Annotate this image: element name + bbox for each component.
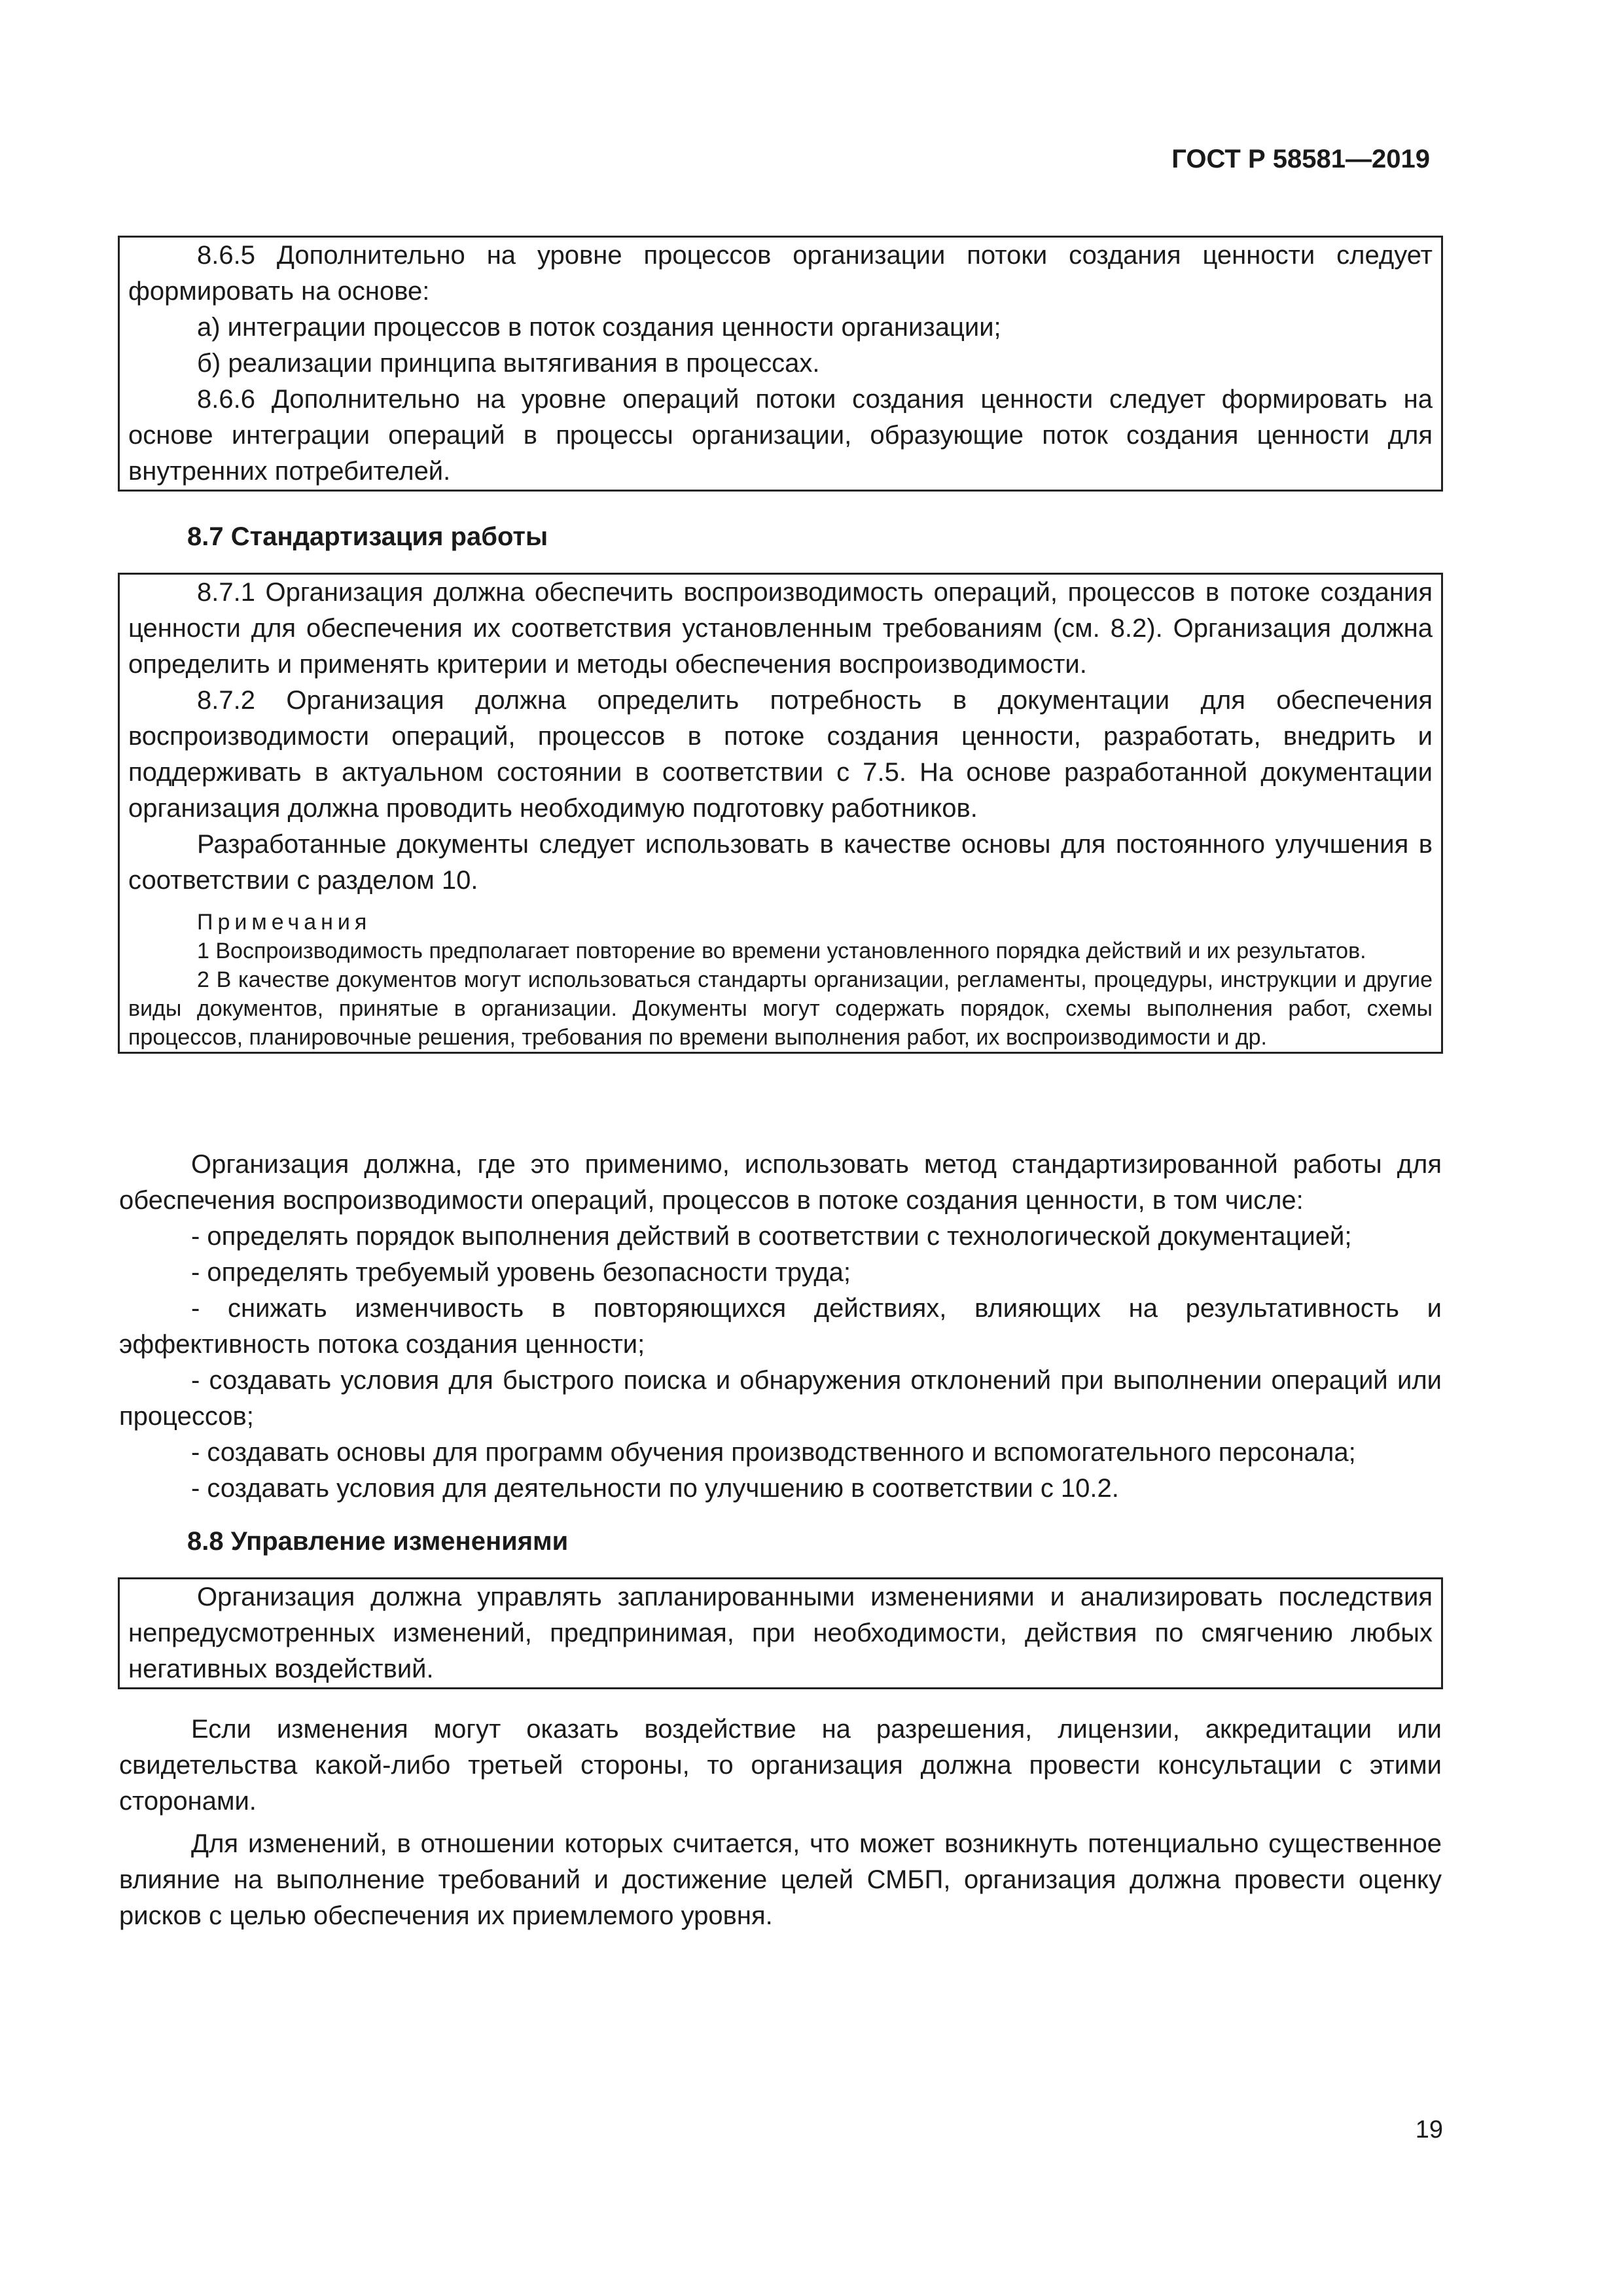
framed-text-box-88 — [118, 1577, 1443, 1689]
section-87-body — [118, 1147, 1443, 1507]
note-2: 2 В качестве документов могут использоваться стандарты организации, регламенты, процедуры, инструкции и другие виды документов, принятые в организации. Документы могут содержать порядок, схемы выполнения работ, схемы процессов, планировочные решения, требования по времени выполнения работ, их воспроизводимости и др. — [128, 967, 1433, 1050]
list-item-dash: - создавать условия для деятельности по улучшению в соответствии с 10.2. — [191, 1474, 1119, 1503]
paragraph-standardized-work: Организация должна, где это применимо, использовать метод стандартизированной работы для обеспечения воспроизводимости операций, процессов в потоке создания ценности, в том числе: — [119, 1150, 1442, 1215]
list-item-dash: - определять порядок выполнения действий в соответствии с технологической документацией; — [191, 1222, 1352, 1251]
paragraph-risk-assessment: Для изменений, в отношении которых считается, что может возникнуть потенциально существенное влияние на выполнение требований и достижение целей СМБП, организация должна провести оценку рисков с целью обеспечения их приемлемого уровня. — [119, 1829, 1442, 1930]
framed-text-box-865-866 — [118, 236, 1443, 492]
list-item-dash: - создавать условия для быстрого поиска и обнаружения отклонений при выполнении операций или процессов; — [119, 1366, 1442, 1431]
paragraph-third-party-changes: Если изменения могут оказать воздействие на разрешения, лицензии, аккредитации или свидетельства какой-либо третьей стороны, то организация должна провести консультации с этими сторонами. — [119, 1715, 1442, 1816]
paragraph-871: 8.7.1 Организация должна обеспечить воспроизводимость операций, процессов в потоке создания ценности для обеспечения их соответствия установленным требованиям (см. 8.2). Организация должна определить и применять критерии и методы обеспечения воспроизводимости. — [128, 578, 1433, 679]
list-item-a: а) интеграции процессов в поток создания ценности организации; — [197, 313, 1001, 342]
list-item-dash: - снижать изменчивость в повторяющихся действиях, влияющих на результативность и эффективность потока создания ценности; — [119, 1294, 1442, 1359]
paragraph-865: 8.6.5 Дополнительно на уровне процессов организации потоки создания ценности следует формировать на основе: — [128, 241, 1433, 306]
section-heading-8-7: 8.7 Стандартизация работы — [187, 522, 548, 551]
paragraph-change-management: Организация должна управлять запланированными изменениями и анализировать последствия непредусмотренных изменений, предпринимая, при необходимости, действия по смягчению любых негативных воздействий. — [128, 1583, 1433, 1683]
list-item-dash: - создавать основы для программ обучения производственного и вспомогательного персонала; — [191, 1438, 1356, 1467]
notes-title: Примечания — [197, 910, 372, 935]
paragraph-documents-improvement: Разработанные документы следует использовать в качестве основы для постоянного улучшения в соответствии с разделом 10. — [128, 830, 1433, 895]
framed-text-box-87 — [118, 573, 1443, 1054]
paragraph-866: 8.6.6 Дополнительно на уровне операций потоки создания ценности следует формировать на основе интеграции операций в процессы организации, образующие поток создания ценности для внутренних потребителей. — [128, 385, 1433, 486]
section-88-body — [118, 1712, 1443, 1934]
list-item-b: б) реализации принципа вытягивания в процессах. — [197, 349, 820, 378]
page-number: 19 — [1415, 2116, 1443, 2144]
note-1: 1 Воспроизводимость предполагает повторение во времени установленного порядка действий и их результатов. — [197, 939, 1366, 963]
notes-block — [128, 908, 1433, 1052]
paragraph-872: 8.7.2 Организация должна определить потребность в документации для обеспечения воспроизводимости операций, процессов в потоке создания ценности, разработать, внедрить и поддерживать в актуальном состоянии в соответствии с 7.5. На основе разработанной документации организация должна проводить необходимую подготовку работников. — [128, 686, 1433, 823]
section-heading-8-8: 8.8 Управление изменениями — [187, 1527, 569, 1556]
list-item-dash: - определять требуемый уровень безопасности труда; — [191, 1258, 851, 1287]
standard-designation: ГОСТ Р 58581—2019 — [1171, 145, 1430, 173]
